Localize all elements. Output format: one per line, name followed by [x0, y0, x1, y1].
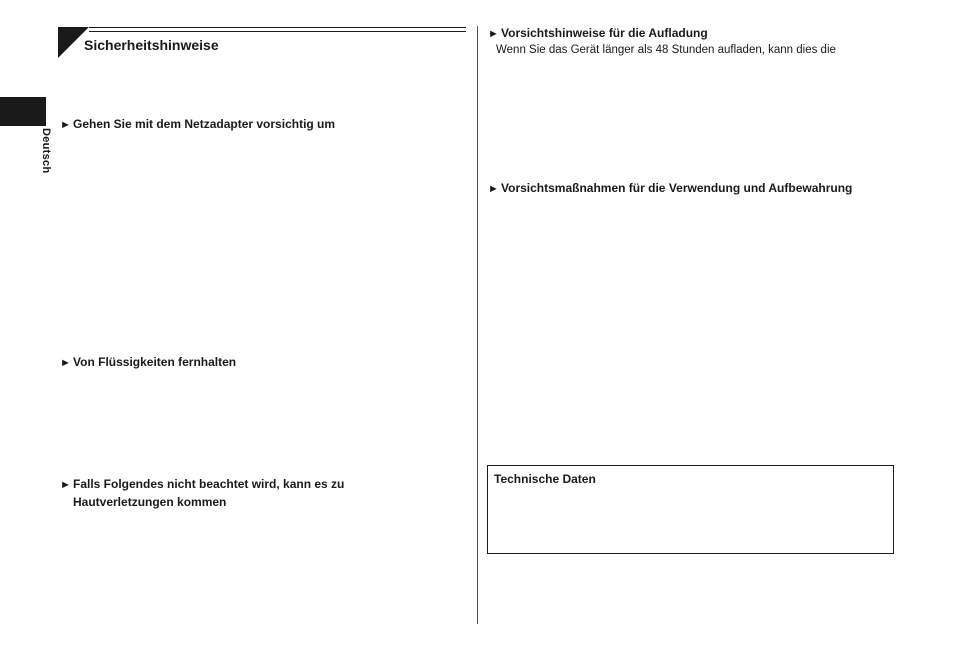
- column-divider: [477, 26, 478, 624]
- arrow-bullet-icon: ►: [488, 28, 499, 40]
- heading-text: Vorsichtsmaßnahmen für die Verwendung und Aufbewahrung: [501, 181, 853, 195]
- heading-text: Vorsichtshinweise für die Aufladung: [501, 26, 708, 40]
- arrow-bullet-icon: ►: [60, 479, 71, 491]
- arrow-bullet-icon: ►: [60, 357, 71, 369]
- heading-skin-injury-warning: [60, 476, 344, 511]
- heading-keep-away-from-liquids: [60, 354, 236, 372]
- section-title: Sicherheitshinweise: [84, 37, 219, 53]
- heading-text-continued: Hautverletzungen kommen: [73, 495, 227, 509]
- heading-text: Von Flüssigkeiten fernhalten: [73, 355, 237, 369]
- arrow-bullet-icon: ►: [488, 183, 499, 195]
- heading-text: Gehen Sie mit dem Netzadapter vorsichtig um: [73, 117, 336, 131]
- section-header-rule: [89, 31, 466, 32]
- charging-body-text: Wenn Sie das Gerät länger als 48 Stunden aufladen, kann dies die: [496, 44, 836, 56]
- arrow-bullet-icon: ►: [60, 119, 71, 131]
- heading-power-adapter: [60, 116, 335, 134]
- heading-charging-precautions: [488, 25, 708, 43]
- language-tab-label: Deutsch: [40, 128, 52, 174]
- heading-usage-storage-precautions: [488, 180, 852, 198]
- section-header-rule: [89, 27, 466, 28]
- language-tab-marker: [0, 97, 46, 126]
- heading-text: Falls Folgendes nicht beachtet wird, kann es zu: [73, 477, 345, 491]
- technical-data-title: Technische Daten: [494, 472, 596, 486]
